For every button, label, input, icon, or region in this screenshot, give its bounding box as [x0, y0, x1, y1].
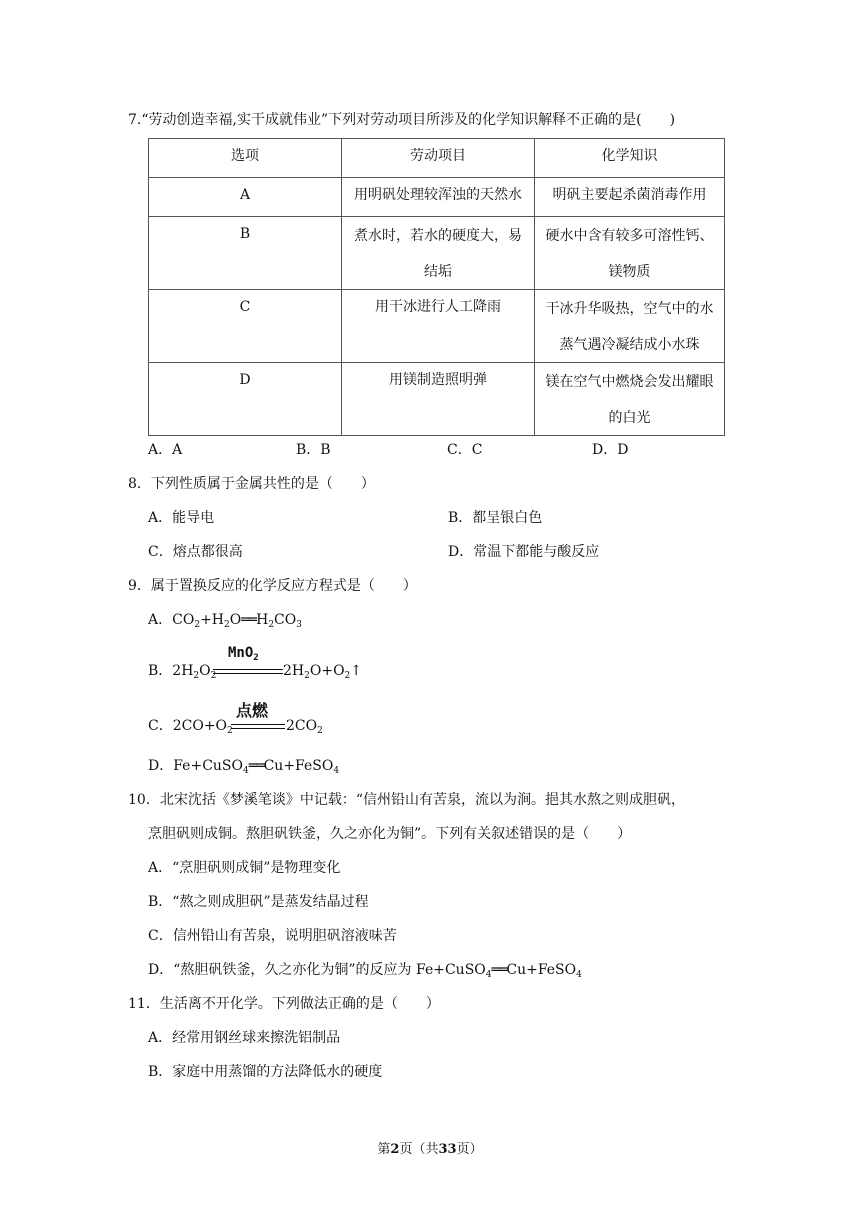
q10-stem-line1: 10．北宋沈括《梦溪笔谈》中记载：“信州铅山有苦泉，流以为涧。挹其水熬之则成胆矾，: [128, 792, 685, 808]
q10-choice-d: [148, 960, 582, 980]
row-knowledge-line: 蒸气遇冷凝结成小水珠: [559, 337, 700, 353]
q9-stem: 9．属于置换反应的化学反应方程式是（ ）: [128, 578, 417, 594]
gas-arrow-icon: ↑: [350, 663, 363, 679]
q7-choice-b: B．B: [296, 442, 331, 458]
row-knowledge-line: 镁物质: [608, 264, 651, 280]
row-project-line: 结垢: [424, 264, 452, 280]
footer-mid: 页（共: [399, 1142, 439, 1157]
q9-choice-a: [148, 610, 302, 630]
row-project: 用干冰进行人工降雨: [342, 290, 535, 363]
choice-text: D．“熬胆矾铁釜，久之亦化为铜”的反应为: [148, 962, 412, 978]
q10-choice-c: C．信州铅山有苦泉，说明胆矾溶液味苦: [148, 928, 397, 944]
page-footer: [0, 1138, 860, 1157]
row-project-line: 煮水时，若水的硬度大，易: [354, 228, 522, 244]
row-knowledge-line: 镁在空气中燃烧会发出耀眼: [545, 374, 714, 390]
equation-c-rhs: $2CO_2$: [286, 718, 323, 736]
table-row: [149, 290, 725, 363]
q8-choice-c: C．熔点都很高: [148, 544, 243, 560]
choice-label: D．: [148, 758, 174, 774]
equation-b-rhs: $2H_2O+O_2↑$: [283, 663, 363, 681]
equation-c-lhs: $2CO+O_2$: [172, 718, 233, 736]
choice-label: C．: [148, 718, 173, 734]
q7-stem: 7.“劳动创造幸福,实干成就伟业”下列对劳动项目所涉及的化学知识解释不正确的是( ): [128, 112, 676, 128]
q8-choice-b: B．都呈银白色: [448, 510, 543, 526]
row-knowledge: [535, 217, 725, 290]
header-knowledge: 化学知识: [535, 139, 725, 178]
row-option: C: [149, 290, 342, 363]
q10-choice-b: B．“熬之则成胆矾”是蒸发结晶过程: [148, 894, 369, 910]
choice-label: A．: [148, 612, 173, 628]
equation-b-condition: MnO$_2$: [228, 645, 259, 663]
row-option: A: [149, 178, 342, 217]
table-header-row: [149, 139, 725, 178]
footer-prefix: 第: [377, 1142, 391, 1157]
equation-q10: Fe+CuSO$_4$══Cu+FeSO$_4$: [416, 962, 582, 980]
q7-choice-c: C．C: [447, 442, 483, 458]
equation-c-condition: 点燃: [236, 701, 269, 720]
q11-stem: 11．生活离不开化学。下列做法正确的是（ ）: [128, 996, 440, 1012]
row-project: [342, 217, 535, 290]
q9-choice-d: [148, 756, 339, 776]
q7-choice-d: D．D: [592, 442, 629, 458]
row-knowledge-line: 硬水中含有较多可溶性钙、: [545, 228, 714, 244]
q9-choice-c: [148, 716, 233, 736]
footer-page-number: 2: [390, 1142, 400, 1157]
row-project: 用镁制造照明弹: [342, 363, 535, 436]
equation-b-lhs: $2H_2O_2$: [172, 663, 217, 681]
equation-d: Fe+CuSO$_4$══Cu+FeSO$_4$: [173, 758, 340, 776]
equation-b-arrow: [213, 669, 283, 674]
row-knowledge-line: 的白光: [608, 410, 651, 426]
q11-choice-a: A．经常用钢丝球来擦洗铝制品: [148, 1030, 341, 1046]
q11-choice-b: B．家庭中用蒸馏的方法降低水的硬度: [148, 1064, 383, 1080]
header-option: 选项: [149, 139, 342, 178]
row-option: B: [149, 217, 342, 290]
choice-label: B．: [148, 663, 173, 679]
q8-stem: 8．下列性质属于金属共性的是（ ）: [128, 476, 375, 492]
row-project: 用明矾处理较浑浊的天然水: [342, 178, 535, 217]
q10-stem-line2: 烹胆矾则成铜。熬胆矾铁釜，久之亦化为铜”。下列有关叙述错误的是（ ）: [148, 826, 632, 842]
row-knowledge: 明矾主要起杀菌消毒作用: [535, 178, 725, 217]
row-knowledge: [535, 363, 725, 436]
table-row: [149, 178, 725, 217]
row-knowledge-line: 干冰升华吸热，空气中的水: [545, 301, 714, 317]
q8-choice-d: D．常温下都能与酸反应: [448, 544, 600, 560]
q8-choice-a: A．能导电: [148, 510, 215, 526]
footer-total-pages: 33: [438, 1142, 457, 1157]
q10-choice-a: A．“烹胆矾则成铜”是物理变化: [148, 860, 341, 876]
q7-choice-a: A．A: [148, 442, 183, 458]
header-project: 劳动项目: [342, 139, 535, 178]
table-row: [149, 217, 725, 290]
q7-table: [148, 138, 725, 436]
table-row: [149, 363, 725, 436]
row-option: D: [149, 363, 342, 436]
q9-choice-b: [148, 661, 216, 681]
footer-suffix: 页）: [456, 1142, 483, 1157]
equation-a: $CO_2+H_2O══H_2CO_3$: [172, 612, 302, 630]
equation-c-arrow: [231, 724, 285, 729]
row-knowledge: [535, 290, 725, 363]
